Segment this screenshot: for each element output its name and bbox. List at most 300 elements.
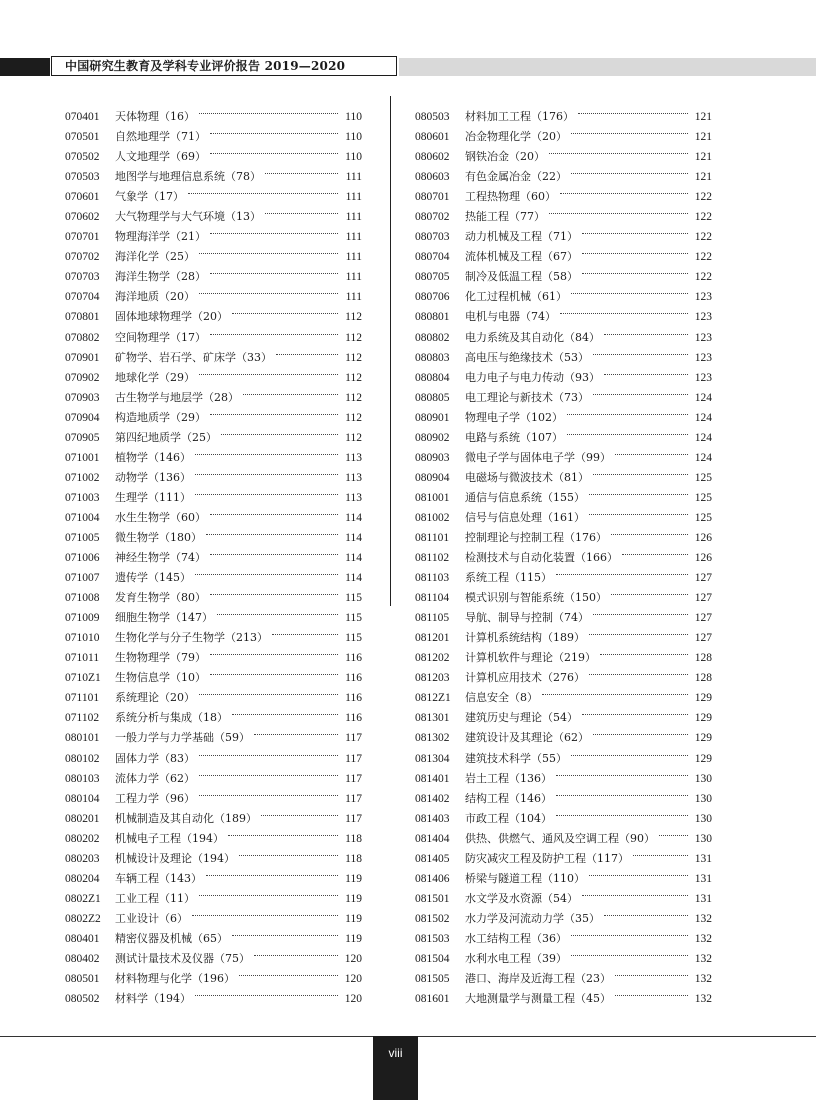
toc-entry-leader-dots [199,674,338,695]
toc-entry-code: 080902 [415,431,450,444]
toc-entry-leader-dots [578,93,688,114]
toc-entry-leader-dots [600,634,688,655]
toc-entry-code: 081101 [415,531,450,544]
toc-entry-leader-dots [243,374,338,395]
toc-entry-title: 建筑技术科学（55） [465,751,567,765]
toc-entry-title: 空间物理学（17） [115,330,206,344]
toc-entry-leader-dots [265,153,338,174]
toc-entry-page: 120 [344,993,362,1006]
toc-entry-leader-dots [542,674,688,695]
toc-entry-leader-dots [228,815,338,836]
toc-entry-page: 115 [345,612,362,625]
toc-entry-leader-dots [604,314,688,335]
toc-entry-page: 122 [694,211,712,224]
toc-entry-code: 071011 [65,652,100,665]
toc-entry-title: 计算机软件与理论（219） [465,651,596,665]
toc-entry-leader-dots [232,293,338,314]
toc-entry-leader-dots [210,654,338,675]
toc-entry-title: 物理海洋学（21） [115,230,206,244]
toc-entry-code: 070701 [65,231,100,244]
toc-entry-page: 130 [694,792,712,805]
toc-entry-title: 导航、制导与控制（74） [465,611,589,625]
header-right-bar [399,58,816,76]
toc-entry-title: 大气物理学与大气环境（13） [115,210,261,224]
toc-entry-page: 126 [694,552,712,565]
toc-entry-page: 111 [345,251,362,264]
toc-entry-page: 131 [694,872,712,885]
toc-entry-title: 第四纪地质学（25） [115,430,217,444]
toc-entry-code: 080904 [415,471,450,484]
toc-entry-leader-dots [195,554,338,575]
toc-entry-title: 天体物理（16） [115,110,195,123]
toc-entry-page: 129 [694,732,712,745]
column-divider [390,96,391,606]
toc-entry-title: 化工过程机械（61） [465,290,567,304]
toc-entry-code: 070905 [65,431,100,444]
toc-entry-page: 127 [694,572,712,585]
toc-entry-code: 071004 [65,511,100,524]
toc-entry-page: 113 [345,471,362,484]
toc-entry-title: 微生物学（180） [115,530,202,544]
toc-entry-title: 系统理论（20） [115,691,195,705]
toc-entry-page: 115 [345,592,362,605]
toc-entry-page: 130 [694,772,712,785]
toc-entry-page: 123 [694,291,712,304]
toc-entry-title: 电力电子与电力传动（93） [465,370,600,384]
toc-entry-page: 112 [345,351,362,364]
toc-entry-leader-dots [571,153,688,174]
toc-entry-code: 070901 [65,351,100,364]
toc-entry-page: 128 [694,652,712,665]
toc-entry-title: 材料物理与化学（196） [115,972,235,986]
toc-entry-leader-dots [567,414,688,435]
toc-entry-leader-dots [593,374,688,395]
toc-entry-page: 113 [345,451,362,464]
toc-entry-code: 081601 [415,993,450,1006]
toc-entry-title: 电工理论与新技术（73） [465,390,589,404]
toc-entry-title: 神经生物学（74） [115,551,206,565]
toc-entry-leader-dots [560,173,688,194]
toc-entry-code: 080903 [415,451,450,464]
toc-entry-leader-dots [199,233,338,254]
toc-entry-title: 水力学及河流动力学（35） [465,911,600,925]
toc-entry-title: 供热、供燃气、通风及空调工程（90） [465,831,655,845]
toc-entry-code: 070802 [65,331,100,344]
toc-entry-leader-dots [556,775,688,796]
toc-entry-title: 市政工程（104） [465,811,552,825]
toc-entry-page: 128 [694,672,712,685]
toc-entry-title: 计算机系统结构（189） [465,631,585,645]
toc-entry-leader-dots [199,273,338,294]
toc-entry-page: 129 [694,712,712,725]
toc-entry-title: 流体力学（62） [115,771,195,785]
toc-entry-leader-dots [239,835,338,856]
toc-entry-page: 119 [345,892,362,905]
toc-entry-leader-dots [549,193,688,214]
toc-entry-page: 115 [345,632,362,645]
toc-entry-leader-dots [210,494,338,515]
toc-entry-page: 126 [694,531,712,544]
toc-entry-title: 一般力学与力学基础（59） [115,731,250,745]
toc-entry-code: 070801 [65,311,100,324]
toc-entry-title: 测试计量技术及仪器（75） [115,951,250,965]
toc-entry-code: 080702 [415,211,450,224]
toc-entry-leader-dots [611,514,688,535]
toc-entry-code: 081001 [415,491,450,504]
toc-entry-page: 124 [694,431,712,444]
toc-entry-leader-dots [199,735,338,756]
toc-entry-code: 080204 [65,872,100,885]
toc-entry-leader-dots [195,474,338,495]
toc-entry-page: 116 [345,652,362,665]
toc-entry-leader-dots [195,454,338,475]
toc-entry-leader-dots [549,133,688,154]
toc-entry-page: 117 [345,792,362,805]
toc-entry-leader-dots [604,354,688,375]
toc-entry-code: 070704 [65,291,100,304]
toc-entry-title: 微电子学与固体电子学（99） [465,450,611,464]
toc-entry-page: 110 [345,131,362,144]
toc-entry-code: 081105 [415,612,450,625]
toc-entry-page: 114 [345,572,362,585]
toc-entry-title: 海洋化学（25） [115,250,195,264]
toc-entry-page: 116 [345,672,362,685]
toc-entry-title: 矿物学、岩石学、矿床学（33） [115,350,272,364]
toc-entry-page: 124 [694,411,712,424]
toc-entry-leader-dots [593,594,688,615]
toc-entry-page: 110 [345,111,362,123]
toc-entry-leader-dots [210,213,338,234]
toc-entry-code: 080704 [415,251,450,264]
toc-entry-title: 水文学及水资源（54） [465,891,578,905]
toc-entry-page: 127 [694,592,712,605]
toc-entry-code: 080706 [415,291,450,304]
toc-entry-leader-dots [556,755,688,776]
toc-entry-code: 070601 [65,191,100,204]
toc-entry-code: 080401 [65,932,100,945]
toc-entry-title: 系统分析与集成（18） [115,711,228,725]
toc-entry-leader-dots [206,514,338,535]
toc-entry-title: 生物物理学（79） [115,651,206,665]
toc-entry-page: 121 [694,131,712,144]
toc-entry-leader-dots [206,855,338,876]
toc-entry-code: 071006 [65,552,100,565]
toc-entry-title: 机械设计及理论（194） [115,851,235,865]
toc-entry-page: 111 [345,291,362,304]
toc-entry-leader-dots [593,454,688,475]
toc-entry-code: 071010 [65,632,100,645]
toc-entry-title: 建筑历史与理论（54） [465,711,578,725]
toc-entry-code: 071005 [65,531,100,544]
toc-entry-title: 动物学（136） [115,470,191,484]
toc-entry-code: 080801 [415,311,450,324]
toc-entry-leader-dots [589,654,688,675]
toc-entry-title: 流体机械及工程（67） [465,250,578,264]
toc-entry-code: 071102 [65,712,100,725]
toc-entry-leader-dots [199,875,338,896]
toc-entry-title: 地图学与地理信息系统（78） [115,170,261,184]
toc-entry-title: 构造地质学（29） [115,410,206,424]
toc-entry-code: 070501 [65,131,100,144]
toc-entry-leader-dots [589,494,688,515]
toc-entry-page: 127 [694,612,712,625]
page-number: viii [373,1036,418,1100]
toc-entry-page: 130 [694,812,712,825]
toc-entry-code: 081102 [415,552,450,565]
toc-entry-leader-dots [560,293,688,314]
toc-entry-title: 结构工程（146） [465,791,552,805]
toc-entry-page: 119 [345,872,362,885]
toc-entry-code: 080104 [65,792,100,805]
toc-entry-page: 112 [345,371,362,384]
toc-entry-page: 119 [345,932,362,945]
toc-entry-title: 高电压与绝缘技术（53） [465,350,589,364]
toc-entry-page: 132 [694,993,712,1006]
toc-entry-page: 120 [344,973,362,986]
toc-entry-title: 生物化学与分子生物学（213） [115,631,268,645]
toc-entry-leader-dots [589,855,688,876]
toc-entry-code: 080701 [415,191,450,204]
toc-entry-code: 080101 [65,732,100,745]
toc-entry-code: 081405 [415,852,450,865]
toc-entry-code: 081503 [415,932,450,945]
toc-entry-leader-dots [556,554,688,575]
toc-entry-title: 冶金物理化学（20） [465,130,567,144]
toc-entry-leader-dots [615,975,688,996]
toc-entry-leader-dots [221,414,338,435]
toc-entry-code: 080601 [415,131,450,144]
toc-entry-title: 制冷及低温工程（58） [465,270,578,284]
toc-entry-leader-dots [199,775,338,796]
toc-entry-leader-dots [611,574,688,595]
toc-entry-title: 生物信息学（10） [115,671,206,685]
toc-entry-title: 水生生物学（60） [115,510,206,524]
toc-entry-leader-dots [199,93,338,114]
toc-entry-page: 122 [694,271,712,284]
toc-entry-title: 有色金属冶金（22） [465,170,567,184]
toc-entry-leader-dots [633,835,688,856]
toc-entry-page: 122 [694,251,712,264]
toc-entry-page: 118 [345,852,362,865]
toc-entry-page: 125 [694,511,712,524]
toc-entry-leader-dots [210,133,338,154]
toc-entry-title: 机械制造及其自动化（189） [115,811,257,825]
toc-entry-code: 080203 [65,852,100,865]
toc-entry-title: 气象学（17） [115,190,184,204]
toc-entry-page: 114 [345,552,362,565]
toc-entry-title: 系统工程（115） [465,571,552,585]
toc-entry-code: 081202 [415,652,450,665]
toc-entry-page: 125 [694,491,712,504]
toc-entry-leader-dots [567,394,688,415]
toc-entry-leader-dots [571,735,688,756]
toc-entry-code: 071008 [65,592,100,605]
toc-entry-page: 125 [694,471,712,484]
toc-entry-title: 检测技术与自动化装置（166） [465,551,618,565]
toc-entry-code: 080804 [415,371,450,384]
toc-entry-page: 132 [694,932,712,945]
toc-entry-leader-dots [195,975,338,996]
toc-entry-leader-dots [210,394,338,415]
toc-entry-leader-dots [571,915,688,936]
toc-entry-title: 电磁场与微波技术（81） [465,470,589,484]
toc-entry-code: 0802Z1 [65,892,101,905]
toc-entry-page: 121 [694,111,712,123]
toc-entry-page: 118 [345,832,362,845]
toc-entry-title: 细胞生物学（147） [115,611,213,625]
toc-entry-code: 081104 [415,592,450,605]
toc-entry-page: 129 [694,692,712,705]
toc-entry-code: 081002 [415,511,450,524]
toc-entry-code: 070602 [65,211,100,224]
toc-entry-title: 桥梁与隧道工程（110） [465,871,585,885]
toc-entry-page: 120 [344,952,362,965]
toc-entry-code: 080705 [415,271,450,284]
toc-entry-code: 080501 [65,973,100,986]
toc-entry-leader-dots [265,193,338,214]
toc-entry-page: 117 [345,812,362,825]
toc-entry-leader-dots [659,815,688,836]
toc-entry-leader-dots [615,955,688,976]
toc-entry-title: 车辆工程（143） [115,871,202,885]
toc-entry-code: 080603 [415,171,450,184]
toc-entry-title: 通信与信息系统（155） [465,490,585,504]
toc-entry-title: 机械电子工程（194） [115,831,224,845]
toc-entry-title: 控制理论与控制工程（176） [465,530,607,544]
toc-entry-title: 发育生物学（80） [115,591,206,605]
toc-entry-leader-dots [199,755,338,776]
toc-entry-leader-dots [232,694,338,715]
toc-entry-page: 131 [694,892,712,905]
toc-entry-code: 080102 [65,752,100,765]
toc-entry-page: 116 [345,692,362,705]
toc-entry-page: 123 [694,331,712,344]
toc-entry-code: 070703 [65,271,100,284]
toc-entry-leader-dots [571,113,688,134]
toc-entry-code: 080202 [65,832,100,845]
toc-entry-leader-dots [571,273,688,294]
toc-entry-page: 112 [345,311,362,324]
toc-entry-title: 港口、海岸及近海工程（23） [465,972,611,986]
toc-entry-code: 0802Z2 [65,912,101,925]
toc-entry-title: 动力机械及工程（71） [465,230,578,244]
toc-entry-title: 电路与系统（107） [465,430,563,444]
toc-entry-code: 081402 [415,792,450,805]
toc-entry-code: 081404 [415,832,450,845]
toc-entry-title: 固体力学（83） [115,751,195,765]
toc-entry-leader-dots [593,334,688,355]
toc-entry-title: 钢铁冶金（20） [465,150,545,164]
toc-entry-title: 工业工程（11） [115,891,195,905]
toc-entry-leader-dots [192,895,338,916]
toc-entry-title: 遗传学（145） [115,571,191,585]
toc-entry-page: 124 [694,391,712,404]
toc-entry-leader-dots [276,334,338,355]
toc-entry-code: 081302 [415,732,450,745]
toc-entry-page: 123 [694,371,712,384]
toc-entry-code: 080402 [65,952,100,965]
toc-entry-page: 117 [345,772,362,785]
toc-entry-title: 建筑设计及其理论（62） [465,731,589,745]
toc-entry-page: 116 [345,712,362,725]
toc-entry-code: 070904 [65,411,100,424]
toc-entry-code: 081301 [415,712,450,725]
toc-entry-code: 081201 [415,632,450,645]
toc-entry-title: 精密仪器及机械（65） [115,931,228,945]
toc-entry-title: 海洋生物学（28） [115,270,206,284]
toc-entry-page: 112 [345,411,362,424]
toc-entry-code: 070903 [65,391,100,404]
toc-entry-leader-dots [195,434,338,455]
toc-entry-code: 081504 [415,952,450,965]
toc-entry-title: 水工结构工程（36） [465,931,567,945]
toc-entry-code: 080802 [415,331,450,344]
toc-entry-page: 112 [345,331,362,344]
toc-entry-leader-dots [210,253,338,274]
toc-entry-leader-dots [582,233,688,254]
toc-entry-leader-dots [593,714,688,735]
toc-entry-page: 132 [694,912,712,925]
toc-entry-code: 080503 [415,111,450,123]
toc-entry-page: 111 [345,191,362,204]
toc-entry-leader-dots [582,253,688,274]
toc-entry-page: 111 [345,211,362,224]
toc-entry-leader-dots [556,795,688,816]
toc-entry-page: 114 [345,511,362,524]
toc-entry-title: 海洋地质（20） [115,290,195,304]
toc-entry-title: 计算机应用技术（276） [465,671,585,685]
toc-entry-leader-dots [589,474,688,495]
toc-entry-page: 119 [345,912,362,925]
toc-entry-code: 081401 [415,772,450,785]
toc-entry-code: 070902 [65,371,100,384]
toc-entry-page: 114 [345,531,362,544]
toc-entry-page: 122 [694,191,712,204]
toc-entry-code: 070502 [65,151,100,164]
toc-entry-leader-dots [217,594,338,615]
toc-entry-title: 人文地理学（69） [115,150,206,164]
toc-entry-title: 工程力学（96） [115,791,195,805]
toc-entry-title: 大地测量学与测量工程（45） [465,992,611,1006]
toc-entry-page: 123 [694,311,712,324]
toc-entry-code: 070702 [65,251,100,264]
toc-entry-leader-dots [254,714,338,735]
toc-entry-title: 固体地球物理学（20） [115,310,228,324]
toc-entry-page: 117 [345,732,362,745]
toc-entry-leader-dots [210,314,338,335]
toc-entry-code: 081203 [415,672,450,685]
toc-entry-page: 122 [694,231,712,244]
toc-entry-code: 080201 [65,812,100,825]
toc-entry-title: 古生物学与地层学（28） [115,390,239,404]
toc-entry-code: 0710Z1 [65,672,101,685]
toc-entry-code: 071009 [65,612,100,625]
toc-entry-code: 081103 [415,572,450,585]
toc-entry-leader-dots [210,574,338,595]
toc-entry-title: 地球化学（29） [115,370,195,384]
toc-entry-page: 113 [345,491,362,504]
toc-entry-leader-dots [615,434,688,455]
toc-entry-leader-dots [582,213,688,234]
toc-entry-page: 111 [345,271,362,284]
toc-entry-code: 080703 [415,231,450,244]
toc-entry-title: 材料学（194） [115,992,191,1006]
toc-column-left [65,99,362,1006]
toc-entry-leader-dots [210,113,338,134]
toc-entry-code: 0812Z1 [415,692,451,705]
toc-entry-code: 071007 [65,572,100,585]
toc-entry-code: 081501 [415,892,450,905]
